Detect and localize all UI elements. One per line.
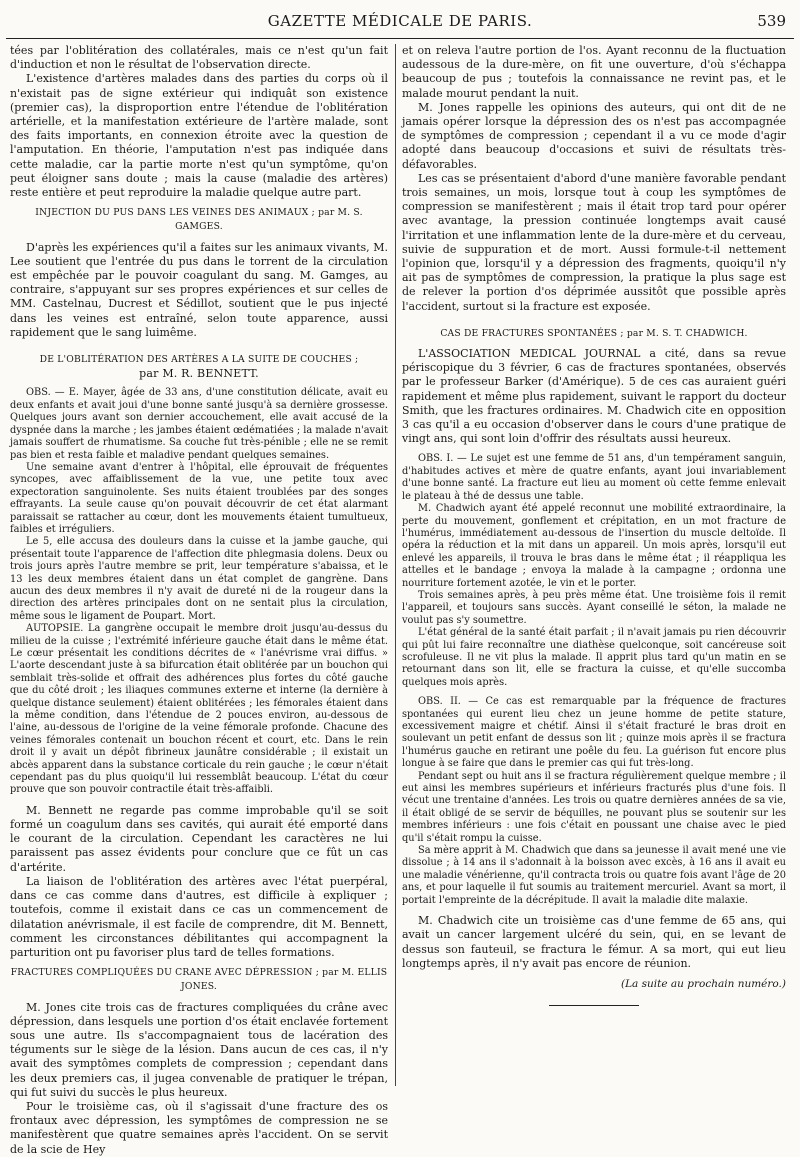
section-author: par M. R. BENNETT. (139, 367, 259, 381)
observation-text: L'état général de la santé était parfait ; il n'avait jamais pu rien découvrir qui pût lui faire reconnaître une diathèse quelconque, soit cancéreuse soit scrofuleuse. Il ne vit plus la malade. Il apprit plus tard qu'un matin en se retournant dans son lit, elle se fractura la cuisse, et qu'elle succomba quelques mois après. (402, 627, 786, 688)
paragraph: M. Chadwich cite un troisième cas d'une femme de 65 ans, qui avait un cancer largement ulcéré du sein, qui, en se levant de dessus son fauteuil, se fractura le fémur. A sa mort, qui eut lieu longtemps après, il n'y avait pas encore de réunion. (402, 914, 786, 970)
observation-text: Pendant sept ou huit ans il se fractura régulièrement quelque membre ; il eut ainsi les membres supérieurs et inférieurs fracturés plus d'une fois. Il vécut une trentaine d'années. Les trois ou quatre dernières années de sa vie, il était obligé de se servir de béquilles, ne pouvant plus se soutenir sur les membres inférieurs : une fois c'était en poussant une chaise avec le pied qu'il s'était rompu la cuisse. (402, 770, 786, 844)
left-column (10, 44, 388, 1156)
observation-text: Le 5, elle accusa des douleurs dans la cuisse et la jambe gauche, qui présentait toute l'apparence de l'affection dite phlegmasia dolens. Deux ou trois jours après l'autre membre se prit, leur température s'abaissa, et le 13 les deux membres étaient dans un état complet de gangrène. Dans aucun des deux membres il n'y avait de dureté ni de la rougeur dans la direction des artères principales dont on ne sentait plus la circulation, même sous le ligament de Poupart. Mort. (10, 536, 388, 622)
observation-text: M. Chadwich ayant été appelé reconnut une mobilité extraordinaire, la perte du mouvement, gonflement et crépitation, en un mot fracture de l'humérus, immédiatement au-dessous de l'insertion du muscle deltoïde. Il opéra la réduction et la mit dans un appareil. Un mois après, lorsqu'il eut enlevé les appareils, il trouva le bras dans le même état ; il réappliqua les attelles et le bandage ; envoya la malade à la campagne ; ordonna une nourriture fortement azotée, le vin et le porter. (402, 503, 786, 589)
paragraph: M. Bennett ne regarde pas comme improbable qu'il se soit formé un coagulum dans ses cavités, qui aurait été emporté dans le courant de la circulation. Cependant les caractères ne lui paraissent pas assez évidents pour conclure que ce fût un cas d'artérite. (10, 803, 388, 874)
observation-text: Une semaine avant d'entrer à l'hôpital, elle éprouvait de fréquentes syncopes, avec affaiblissement de la vue, une petite toux avec expectoration sanguinolente. Ses nuits étaient troublées par des songes effrayants. La seule cause qu'on pouvait découvrir de cet état alarmant paraissait se rattacher au cœur, dont les mouvements étaient tumultueux, faibles et irréguliers. (10, 461, 388, 535)
paragraph: M. Jones cite trois cas de fractures compliquées du crâne avec dépression, dans lesquels une portion d'os était enclavée fortement sous une autre. Ils s'accompagnaient tous de lacération des téguments sur le siège de la lésion. Dans aucun de ces cas, il n'y avait des symptômes complets de compression ; cependant dans les deux premiers cas, il jugea convenable de pratiquer le trépan, qui fut suivi du succès le plus heureux. (10, 1000, 388, 1099)
right-column (402, 44, 786, 1086)
paragraph: La liaison de l'oblitération des artères avec l'état puerpéral, dans ce cas comme dans d'autres, est difficile à expliquer ; toutefois, comme il existait dans ce cas un commencement de dilatation anévrismale, il est facile de comprendre, dit M. Bennett, comment les circonstances débilitantes qui accompagnent la parturition ont pu favoriser plus tard de telles formations. (10, 874, 388, 959)
page-number: 539 (757, 12, 786, 30)
page-header (0, 0, 800, 40)
section-title (10, 353, 388, 381)
section-title: FRACTURES COMPLIQUÉES DU CRANE AVEC DÉPRESSION ; par M. ELLIS JONES. (10, 967, 388, 993)
paragraph: Pour le troisième cas, où il s'agissait d'une fracture des os frontaux avec dépression, les symptômes de compression ne se manifestèrent que quatre semaines après l'accident. On se servit de la scie de Hey (10, 1099, 388, 1156)
observation-text: Sa mère apprit à M. Chadwich que dans sa jeunesse il avait mené une vie dissolue ; à 14 ans il s'adonnait à la boisson avec excès, à 16 ans il avait eu une maladie vénérienne, qu'il contracta trois ou quatre fois avant l'âge de 20 ans, et pour laquelle il fut soumis au traitement mercuriel. Avant sa mort, il portait l'empreinte de la décrépitude. Il avait la maladie dite malaxie. (402, 845, 786, 906)
observation-text: OBS. II. — Ce cas est remarquable par la fréquence de fractures spontanées qui eurent lieu chez un jeune homme de petite stature, excessivement maigre et chétif. Ainsi il s'était fracturé le bras droit en soulevant un petit enfant de dessus son lit ; quinze mois après il se fractura l'humérus gauche en retirant une poêle du feu. La guérison fut encore plus longue à se faire que dans le premier cas qui fut très-long. (402, 696, 786, 770)
continuation-note: (La suite au prochain numéro.) (620, 977, 786, 990)
column-divider (395, 44, 396, 1086)
paragraph: D'après les expériences qu'il a faites sur les animaux vivants, M. Lee soutient que l'entrée du pus dans le torrent de la circulation est empêchée par le pouvoir coagulant du sang. M. Gamges, au contraire, s'appuyant sur ses propres expériences et sur celles de MM. Castelnau, Ducrest et Sédillot, soutient que le pus injecté dans les veines est entraîné, selon toute apparence, aussi rapidement que le sang luimême. (10, 240, 388, 339)
observation-text: Trois semaines après, à peu près même état. Une troisième fois il remit l'appareil, et toujours sans succès. Ayant conseillé le séton, la malade ne voulut pas s'y soumettre. (402, 589, 786, 626)
paragraph: tées par l'oblitération des collatérales, mais ce n'est qu'un fait d'induction et non le résultat de l'observation directe. (10, 44, 388, 72)
header-rule (6, 38, 794, 39)
observation-text: OBS. — E. Mayer, âgée de 33 ans, d'une constitution délicate, avait eu deux enfants et avait joui d'une bonne santé jusqu'à sa dernière grossesse. Quelques jours avant son dernier accouchement, elle avait accusé de la dyspnée dans la marche ; les jambes étaient œdématiées ; la malade n'avait jamais souffert de rhumatisme. Sa couche fut très-pénible ; elle ne se remit pas bien et resta faible et maladive pendant quelques semaines. (10, 387, 388, 461)
section-title: INJECTION DU PUS DANS LES VEINES DES ANIMAUX ; par M. S. GAMGES. (35, 207, 363, 233)
paragraph: M. Jones rappelle les opinions des auteurs, qui ont dit de ne jamais opérer lorsque la dépression des os n'est pas accompagnée de symptômes de compression ; cependant il a vu ce mode d'agir adopté dans beaucoup d'occasions et suivi de résultats très-défavorables. (402, 100, 786, 171)
paragraph: Les cas se présentaient d'abord d'une manière favorable pendant trois semaines, un mois, lorsque tout à coup les symptômes de compression se manifestèrent ; mais il était trop tard pour opérer avec avantage, la pression continuée longtemps avait causé l'irritation et une inflammation lente de la dure-mère et du cerveau, suivie de suppuration et de mort. Aussi formule-t-il nettement l'opinion que, lorsqu'il y a dépression des fragments, quoiqu'il n'y ait pas de symptômes de compression, la pratique la plus sage est de relever la portion d'os déprimée aussitôt que possible après l'accident, surtout si la fracture est exposée. (402, 171, 786, 313)
end-rule (549, 1005, 639, 1006)
paragraph: L'existence d'artères malades dans des parties du corps où il n'existait pas de signe extérieur qui indiquât son existence (premier cas), la disproportion entre l'étendue de l'oblitération artérielle, et la manifestation extérieure de l'artère malade, sont des faits importants, en connexion étroite avec la question de l'amputation. En théorie, l'amputation n'est pas indiquée dans cette maladie, car la partie morte n'est qu'un symptôme, qu'on peut éloigner sans doute ; mais la cause (maladie des artères) reste entière et peut reproduire la maladie quelque autre part. (10, 72, 388, 200)
paragraph: et on releva l'autre portion de l'os. Ayant reconnu de la fluctuation audessous de la dure-mère, on fit une ouverture, d'où s'échappa beaucoup de pus ; toutefois la connaissance ne revint pas, et le malade mourut pendant la nuit. (402, 44, 786, 100)
observation-text: AUTOPSIE. La gangrène occupait le membre droit jusqu'au-dessus du milieu de la cuisse ; l'extrémité inférieure gauche était dans le même état. Le cœur présentait les conditions décrites de « l'anévrisme vrai diffus. » L'aorte descendant juste à sa bifurcation était oblitérée par un bouchon qui semblait très-solide et offrait des adhérences plus fortes du côté gauche que du côté droit ; les iliaques communes externe et interne (la dernière à quelque distance seulement) étaient oblitérées ; les fémorales étaient dans la même condition, dans l'étendue de 2 pouces environ, au-dessous de l'aine, au-dessous de l'origine de la veine fémorale profonde. Chacune des veines fémorales contenait un bouchon récent et court, etc. Dans le rein droit il y avait un dépôt fibrineux jaunâtre considérable ; il existait un abcès apparent dans la substance corticale du rein gauche ; le cœur n'était cependant pas du plus quoiqu'il lui ressemblât beaucoup. L'état du cœur prouve que son pouvoir contractile était très-affaibli. (10, 623, 388, 796)
section-title-text: DE L'OBLITÉRATION DES ARTÈRES A LA SUITE DE COUCHES ; (39, 354, 359, 366)
running-title: GAZETTE MÉDICALE DE PARIS. (267, 12, 533, 30)
paragraph: L'ASSOCIATION MEDICAL JOURNAL a cité, dans sa revue périscopique du 3 février, 6 cas de fractures spontanées, observés par le professeur Barker (d'Amérique). 5 de ces cas auraient guéri rapidement et même plus rapidement, suivant le rapport du docteur Smith, que les fractures ordinaires. M. Chadwich cite en opposition 3 cas qu'il a eu occasion d'observer dans le cours d'une pratique de vingt ans, qui sont loin d'offrir des résultats aussi heureux. (402, 347, 786, 446)
observation-text: OBS. I. — Le sujet est une femme de 51 ans, d'un tempérament sanguin, d'habitudes actives et mère de quatre enfants, ayant joui invariablement d'une bonne santé. La fracture eut lieu au moment où cette femme enlevait le plateau à thé de dessus une table. (402, 453, 786, 502)
section-title: CAS DE FRACTURES SPONTANÉES ; par M. S. T. CHADWICH. (440, 327, 748, 339)
